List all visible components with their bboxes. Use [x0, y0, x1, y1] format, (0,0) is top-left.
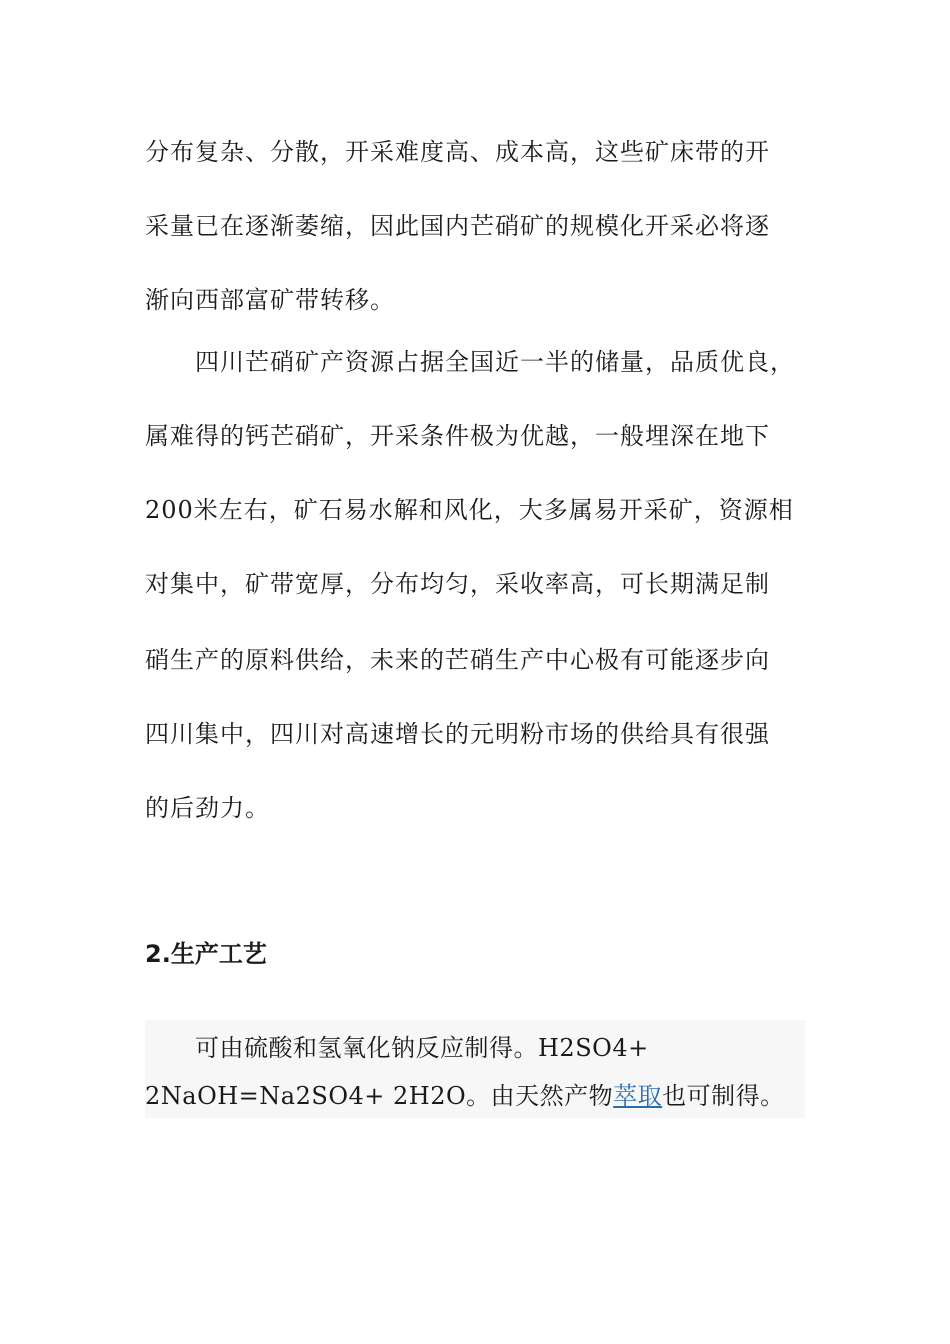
- paragraph2-line-2: 属难得的钙芒硝矿，开采条件极为优越，一般埋深在地下: [145, 422, 770, 450]
- paragraph2-line-4: 对集中，矿带宽厚，分布均匀，采收率高，可长期满足制: [145, 570, 770, 598]
- paragraph1-line-3: 渐向西部富矿带转移。: [145, 286, 395, 314]
- extraction-link[interactable]: 萃取: [613, 1082, 663, 1110]
- paragraph2-line-6: 四川集中，四川对高速增长的元明粉市场的供给具有很强: [145, 720, 770, 748]
- paragraph1-line-1: 分布复杂、分散，开采难度高、成本高，这些矿床带的开: [145, 138, 770, 166]
- section-heading: 2.生产工艺: [145, 940, 267, 968]
- paragraph1-line-2: 采量已在逐渐萎缩，因此国内芒硝矿的规模化开采必将逐: [145, 212, 770, 240]
- process-line-2: [145, 1080, 785, 1112]
- process-line-2-text: 2NaOH=Na2SO4+ 2H2O。由天然产物: [145, 1082, 614, 1110]
- process-line-1: 可由硫酸和氢氧化钠反应制得。H2SO4+: [195, 1034, 649, 1062]
- process-description-box: [145, 1020, 805, 1118]
- paragraph2-line-7: 的后劲力。: [145, 794, 270, 822]
- process-line-2-tail: 也可制得。: [662, 1082, 785, 1110]
- paragraph2-line-3: 200米左右，矿石易水解和风化，大多属易开采矿，资源相: [145, 496, 794, 524]
- paragraph2-line-1: 四川芒硝矿产资源占据全国近一半的储量，品质优良，: [195, 348, 795, 376]
- paragraph2-line-5: 硝生产的原料供给，未来的芒硝生产中心极有可能逐步向: [145, 646, 770, 674]
